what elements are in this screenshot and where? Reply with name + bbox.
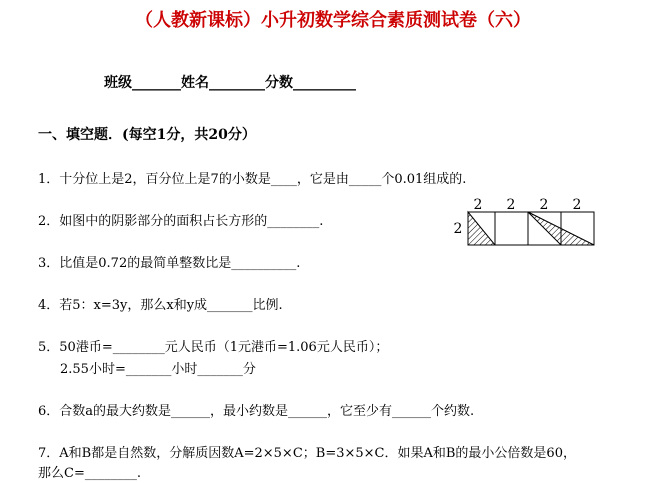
top-label-2: 2: [506, 197, 516, 213]
top-label-1: 2: [473, 197, 483, 213]
score-blank[interactable]: _________: [293, 75, 356, 91]
question-2: 2．如图中的阴影部分的面积占长方形的________.: [38, 214, 324, 229]
question-6: 6．合数a的最大约数是______，最小约数是______，它至少有______个约数.: [38, 404, 475, 419]
top-label-3: 2: [539, 197, 549, 213]
shaded-triangle-left: [468, 212, 495, 245]
question-4: 4．若5：x=3y，那么x和y成_______比例.: [38, 298, 283, 313]
student-info-line: [104, 72, 356, 92]
question-7-line-2: 那么C=________.: [38, 466, 141, 481]
class-blank[interactable]: _______: [132, 75, 181, 91]
name-blank[interactable]: ________: [209, 75, 265, 91]
question-3: 3．比值是0.72的最简单整数比是__________.: [38, 256, 301, 271]
section-heading: 一、填空题．(每空1分，共20分）: [38, 127, 256, 143]
class-label: 班级: [104, 75, 132, 91]
rectangle-figure: [450, 195, 600, 250]
side-label: 2: [453, 221, 463, 237]
top-label-4: 2: [572, 197, 582, 213]
question-5: 5．50港币=________元人民币（1元港币=1.06元人民币）；: [38, 340, 389, 355]
name-label: 姓名: [181, 75, 209, 91]
page-title: （人教新课标）小升初数学综合素质测试卷（六）: [135, 10, 531, 31]
question-7: 7．A和B都是自然数，分解质因数A=2×5×C；B=3×5×C．如果A和B的最小公倍数是60，: [38, 446, 576, 461]
question-1: 1．十分位上是2，百分位上是7的小数是____，它是由_____个0.01组成的.: [38, 172, 467, 187]
score-label: 分数: [265, 75, 293, 91]
question-5-line-2: 2.55小时=_______小时_______分: [60, 362, 256, 377]
